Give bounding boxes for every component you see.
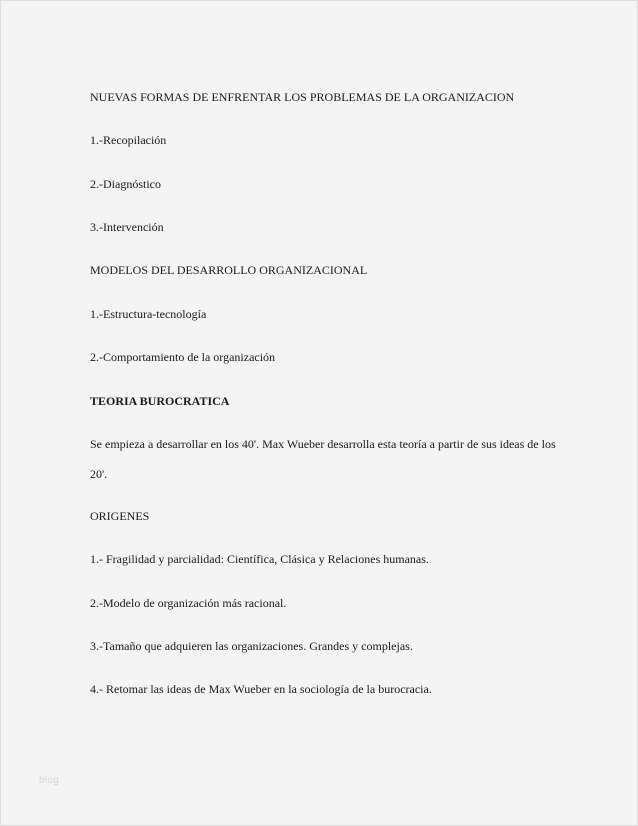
heading-teoria-burocratica: TEORIA BUROCRATICA [90, 394, 230, 408]
origin-item: 2.-Modelo de organización más racional. [90, 596, 287, 610]
origin-item: 3.-Tamaño que adquieren las organizaciones. Grandes y complejas. [90, 639, 413, 653]
step-item: 2.-Diagnóstico [90, 177, 161, 191]
step-item: 1.-Recopilación [90, 133, 167, 147]
origin-item: 4.- Retomar las ideas de Max Wueber en la sociología de la burocracia. [90, 682, 432, 696]
heading-nuevas-formas: NUEVAS FORMAS DE ENFRENTAR LOS PROBLEMAS DE LA ORGANIZACION [90, 90, 515, 104]
heading-origenes: ORIGENES [90, 509, 150, 523]
origin-item: 1.- Fragilidad y parcialidad: Científica, Clásica y Relaciones humanas. [90, 552, 429, 566]
paragraph-line: 20'. [90, 467, 108, 481]
paragraph-line: Se empieza a desarrollar en los 40'. Max Wueber desarrolla esta teoría a partir de sus ideas de los [90, 437, 556, 451]
model-item: 2.-Comportamiento de la organización [90, 350, 276, 364]
heading-modelos: MODELOS DEL DESARROLLO ORGANIZACIONAL [90, 263, 368, 277]
model-item: 1.-Estructura-tecnología [90, 307, 207, 321]
watermark-text: blog [39, 775, 60, 786]
step-item: 3.-Intervención [90, 220, 164, 234]
